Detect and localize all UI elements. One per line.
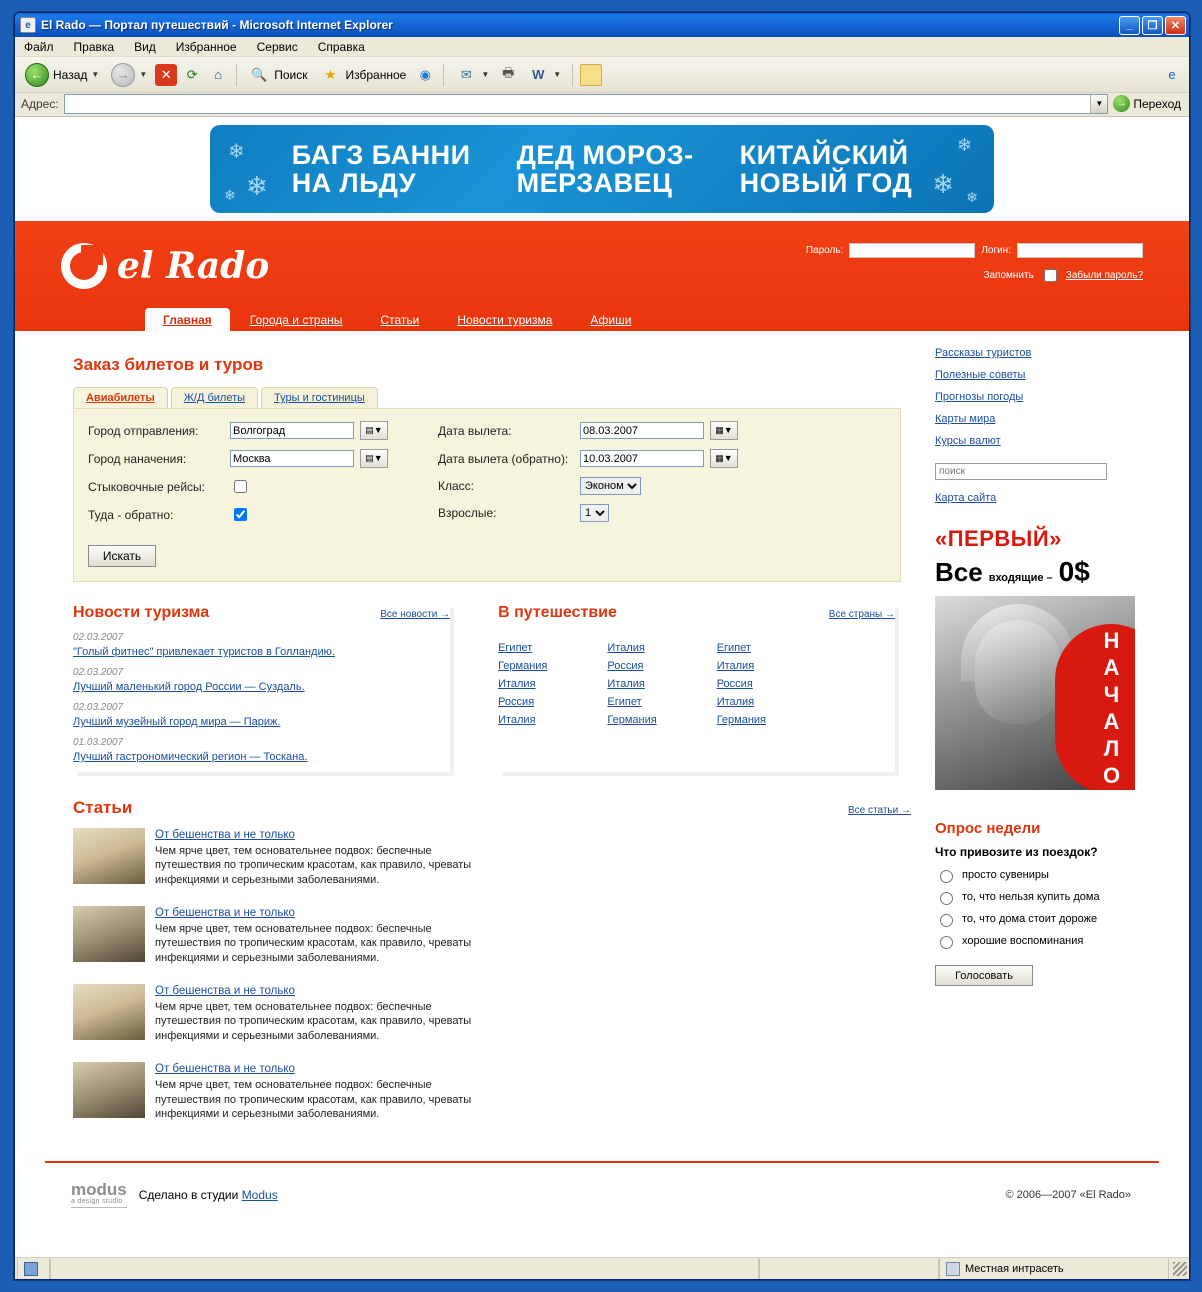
country-link[interactable]: Италия	[716, 696, 755, 708]
search-button[interactable]	[244, 61, 311, 89]
articles-grid	[73, 828, 895, 1122]
nav-tab-posters-label[interactable]: Афиши	[590, 313, 632, 327]
ad-banner[interactable]	[210, 125, 994, 213]
travel-header	[498, 604, 895, 632]
minimize-button[interactable]: _	[1119, 16, 1140, 35]
article-thumbnail[interactable]	[73, 906, 145, 962]
adults-row	[438, 504, 738, 522]
media-icon[interactable]: ◉	[419, 66, 431, 82]
depart-date-row	[438, 421, 738, 440]
banner-item-3-line2: НОВЫЙ ГОД	[739, 168, 913, 198]
banner-item-1	[292, 141, 471, 198]
promo-price: 0$	[1058, 556, 1090, 587]
country-link[interactable]: Египет	[716, 642, 751, 654]
forward-arrow-icon: →	[111, 63, 135, 87]
search-submit-button[interactable]: Искать	[88, 545, 156, 567]
poll-option[interactable]	[935, 933, 1155, 949]
article-title-link[interactable]: От бешенства и не только	[155, 829, 295, 841]
country-column-2	[607, 642, 656, 726]
article-excerpt: Чем ярче цвет, тем основательнее подвох: беспечные путешествия по тропическим красотам, как правило, чреваты инфекциями и серьезными заболеваниями.	[155, 1000, 472, 1043]
article-title-link[interactable]: От бешенства и не только	[155, 907, 295, 920]
order-form	[73, 408, 901, 582]
articles-all-link[interactable]: Все статьи →	[848, 805, 911, 816]
sidebar-link-tips[interactable]: Полезные советы	[935, 369, 1026, 381]
favorites-label: Избранное	[345, 67, 407, 82]
menu-item-tools[interactable]: Сервис	[256, 39, 298, 54]
go-button[interactable]	[1113, 95, 1185, 112]
promo-title: «ПЕРВЫЙ»	[935, 526, 1062, 551]
status-bar	[15, 1257, 1189, 1279]
country-link[interactable]: Италия	[716, 660, 755, 672]
main-column	[15, 347, 911, 1122]
menu-item-view[interactable]: Вид	[134, 39, 156, 54]
banner-item-1-line1: БАГЗ БАННИ	[291, 139, 471, 170]
to-city-row	[88, 449, 438, 468]
news-block	[73, 604, 450, 772]
to-city-label: Город наначения:	[88, 451, 187, 466]
poll-option[interactable]	[935, 889, 1155, 905]
articles-block	[73, 798, 911, 1122]
news-all-link[interactable]: Все новости →	[380, 609, 451, 620]
favorites-button[interactable]	[316, 61, 411, 89]
return-calendar-icon[interactable]: ▦▼	[710, 449, 738, 468]
travel-block	[498, 604, 895, 772]
mail-button[interactable]	[451, 61, 493, 89]
poll-radio-3[interactable]	[940, 914, 953, 927]
to-city-input[interactable]	[230, 450, 354, 467]
order-title: Заказ билетов и туров	[73, 355, 264, 374]
top-banner-area	[15, 117, 1189, 221]
banner-item-2	[517, 141, 694, 198]
article-body	[155, 984, 473, 1044]
order-form-left-col	[88, 421, 438, 567]
news-item-date: 01.03.2007	[73, 737, 124, 748]
chevron-down-icon[interactable]: ▼	[91, 70, 100, 79]
browser-toolbar	[15, 57, 1189, 93]
studio-prefix: Сделано в студии	[138, 1187, 239, 1202]
login-row-fields	[806, 243, 1143, 258]
banner-item-3	[740, 141, 913, 198]
window-buttons	[1119, 16, 1186, 35]
from-city-row	[88, 421, 438, 440]
news-travel-row	[73, 604, 895, 772]
footer-inner	[45, 1163, 1159, 1208]
poll-option[interactable]	[935, 867, 1155, 883]
depart-date-label: Дата вылета:	[438, 423, 512, 438]
address-label: Адрес:	[21, 96, 59, 111]
country-column-3	[717, 642, 766, 726]
status-icon-cell	[17, 1259, 50, 1279]
news-item-link[interactable]: "Голый фитнес" привлекает туристов в Голландию.	[73, 646, 335, 658]
order-tab-tours-label[interactable]: Туры и гостиницы	[274, 392, 365, 404]
cosmonaut-face	[975, 620, 1061, 724]
poll-radio-1[interactable]	[940, 870, 953, 883]
order-form-right-col	[438, 421, 738, 567]
return-date-label: Дата вылета (обратно):	[438, 451, 569, 466]
poll-question: Что привозите из поездок?	[935, 845, 1098, 859]
nav-tab-home-label[interactable]: Главная	[163, 313, 212, 327]
order-tab-tours[interactable]	[261, 387, 378, 408]
resize-grip[interactable]	[1173, 1262, 1187, 1276]
site-nav	[145, 308, 649, 331]
promo-block[interactable]	[935, 526, 1135, 790]
sitemap-link[interactable]: Карта сайта	[935, 492, 997, 504]
site-header	[15, 221, 1189, 331]
banner-item-3-line1: КИТАЙСКИЙ	[739, 139, 909, 170]
search-label: Поиск	[274, 67, 308, 82]
country-link[interactable]: Египет	[498, 642, 533, 654]
site-logo[interactable]	[61, 243, 269, 289]
chevron-down-icon-address[interactable]: ▼	[1090, 95, 1107, 113]
modus-logo-name: modus	[71, 1180, 127, 1199]
poll-option[interactable]	[935, 911, 1155, 927]
remember-checkbox[interactable]	[1044, 269, 1057, 282]
maximize-button[interactable]: ❐	[1142, 16, 1163, 35]
status-zone-cell	[939, 1259, 1169, 1279]
sidebar-search	[935, 463, 1155, 480]
stop-icon[interactable]: ✕	[155, 64, 177, 86]
snowflake-icon-5: ❄	[932, 169, 954, 199]
back-label: Назад	[53, 67, 88, 82]
chevron-down-icon-mail[interactable]: ▼	[481, 70, 490, 79]
banner-item-1-line2: НА ЛЬДУ	[291, 168, 417, 198]
nav-tab-articles-label[interactable]: Статьи	[380, 313, 420, 327]
class-row	[438, 477, 738, 495]
forgot-password-link[interactable]: Забыли пароль?	[1065, 270, 1143, 281]
promo-line1: Все	[935, 557, 983, 587]
promo-line2: входящие –	[988, 572, 1053, 584]
promo-subtitle	[935, 556, 1135, 588]
vote-button[interactable]: Голосовать	[935, 965, 1033, 986]
poll-option-label: то, что нельзя купить дома	[962, 891, 1100, 903]
news-title: Новости туризма	[73, 604, 210, 621]
article-body	[155, 828, 473, 888]
country-link[interactable]: Германия	[607, 714, 657, 726]
return-date-row	[438, 449, 738, 468]
ie-logo-icon: e	[1168, 67, 1176, 82]
page-content	[15, 117, 1189, 1257]
article-item	[73, 1062, 473, 1122]
promo-badge	[1055, 624, 1135, 790]
from-city-label: Город отправления:	[88, 423, 199, 438]
country-link[interactable]: Италия	[498, 678, 536, 690]
promo-badge-text: НАЧАЛО	[1099, 628, 1124, 790]
order-tab-air[interactable]	[73, 387, 168, 408]
menu-item-file[interactable]: Файл	[24, 39, 54, 54]
menu-item-favorites[interactable]: Избранное	[175, 39, 237, 54]
article-excerpt: Чем ярче цвет, тем основательнее подвох: беспечные путешествия по тропическим красотам, как правило, чреваты инфекциями и серьезными заболеваниями.	[155, 1078, 472, 1121]
print-icon[interactable]: 🖶	[502, 64, 515, 80]
banner-item-2-line1: ДЕД МОРОЗ-	[516, 139, 694, 170]
return-date-input[interactable]	[580, 450, 704, 467]
status-zone-label: Местная интрасеть	[965, 1262, 1064, 1275]
country-link[interactable]: Россия	[607, 660, 644, 672]
studio-credit	[71, 1181, 278, 1208]
sidebar-link-weather[interactable]: Прогнозы погоды	[935, 391, 1024, 403]
forward-button[interactable]	[107, 61, 151, 89]
news-item	[73, 702, 450, 728]
article-excerpt: Чем ярче цвет, тем основательнее подвох: беспечные путешествия по тропическим красотам, как правило, чреваты инфекциями и серьезными заболеваниями.	[155, 922, 472, 965]
mail-icon: ✉	[460, 66, 472, 82]
refresh-icon[interactable]: ⟳	[186, 66, 198, 82]
login-label: Логин:	[981, 245, 1011, 256]
class-select[interactable]	[580, 477, 641, 495]
nav-tab-posters[interactable]	[572, 308, 649, 331]
snowflake-icon-1: ❄	[228, 141, 245, 163]
star-icon: ★	[324, 66, 337, 82]
banner-item-2-line2: МЕРЗАВЕЦ	[516, 168, 673, 198]
article-item	[73, 906, 473, 966]
article-item	[73, 984, 473, 1044]
nav-tab-news-label[interactable]: Новости туризма	[457, 313, 553, 327]
status-text-cell	[50, 1259, 759, 1279]
travel-all-link[interactable]: Все страны →	[828, 609, 895, 620]
roundtrip-label: Туда - обратно:	[88, 507, 174, 522]
news-item-link[interactable]: Лучший гастрономический регион — Тоскана.	[73, 751, 308, 763]
country-link[interactable]: Италия	[498, 714, 536, 726]
from-city-input[interactable]	[230, 422, 354, 439]
article-title-link[interactable]: От бешенства и не только	[155, 985, 295, 998]
article-body	[155, 1062, 473, 1122]
sidebar-links	[935, 347, 1155, 447]
nav-tab-home[interactable]	[145, 308, 230, 331]
toolbar-separator-2	[443, 64, 444, 86]
article-item	[73, 828, 473, 888]
studio-link[interactable]: Modus	[241, 1187, 278, 1202]
modus-logo	[71, 1181, 127, 1208]
news-item	[73, 737, 450, 763]
browser-window	[14, 12, 1190, 1280]
country-link[interactable]: Италия	[607, 678, 645, 690]
snowflake-icon-4: ❄	[956, 135, 972, 155]
sidebar-link-currency[interactable]: Курсы валют	[935, 435, 1001, 447]
article-body	[155, 906, 473, 966]
poll-option-label: хорошие воспоминания	[962, 935, 1084, 947]
search-input[interactable]	[935, 463, 1107, 480]
copyright: © 2006—2007 «El Rado»	[1005, 1188, 1131, 1201]
sidebar-link-stories[interactable]: Рассказы туристов	[935, 347, 1032, 359]
roundtrip-checkbox[interactable]	[234, 508, 247, 521]
news-item	[73, 632, 450, 658]
go-label: Переход	[1133, 96, 1181, 111]
nav-tab-news[interactable]	[439, 308, 570, 331]
news-item-date: 02.03.2007	[73, 632, 124, 643]
poll-radio-4[interactable]	[940, 936, 953, 949]
news-item-link[interactable]: Лучший музейный город мира — Париж.	[73, 716, 281, 728]
article-excerpt: Чем ярче цвет, тем основательнее подвох: беспечные путешествия по тропическим красотам, как правило, чреваты инфекциями и серьезными заболеваниями.	[155, 844, 472, 887]
login-box	[806, 243, 1143, 285]
poll-title: Опрос недели	[935, 820, 1041, 837]
address-input[interactable]	[64, 94, 1109, 114]
country-link[interactable]: Германия	[716, 714, 767, 726]
content-area	[15, 331, 1189, 1122]
article-thumbnail[interactable]	[73, 1062, 145, 1118]
notes-icon[interactable]	[580, 64, 602, 86]
snowflake-icon-6: ❄	[966, 189, 978, 205]
menu-item-help[interactable]: Справка	[317, 39, 365, 54]
close-button[interactable]: ✕	[1165, 16, 1186, 35]
address-bar	[15, 93, 1189, 117]
search-icon: 🔍	[251, 66, 268, 82]
nav-tab-cities-label[interactable]: Города и страны	[249, 313, 343, 327]
news-item-date: 02.03.2007	[73, 667, 124, 678]
poll-option-label: просто сувениры	[962, 869, 1049, 881]
articles-title: Статьи	[73, 798, 133, 817]
word-edit-icon: W	[532, 67, 545, 82]
order-tab-air-label[interactable]: Авиабилеты	[86, 392, 155, 404]
menu-item-edit[interactable]: Правка	[73, 39, 115, 54]
travel-title: В путешествие	[498, 604, 617, 621]
nav-tab-cities[interactable]	[232, 308, 361, 331]
news-item	[73, 667, 450, 693]
login-field[interactable]	[1017, 243, 1143, 258]
news-header	[73, 604, 450, 632]
sitemap-row	[935, 492, 1155, 504]
app-icon: e	[20, 17, 36, 33]
adults-select[interactable]	[580, 504, 609, 522]
country-link[interactable]: Германия	[498, 660, 548, 672]
home-icon[interactable]: ⌂	[214, 67, 223, 82]
status-spacer-cell	[759, 1259, 939, 1279]
site-footer	[45, 1161, 1159, 1257]
country-columns	[498, 642, 895, 726]
promo-image	[935, 596, 1135, 790]
chevron-down-icon-forward[interactable]: ▼	[139, 70, 148, 79]
remember-label: Запомнить	[983, 270, 1034, 281]
adults-label: Взрослые:	[438, 506, 497, 520]
window-title: El Rado — Портал путешествий - Microsoft Internet Explorer	[41, 18, 393, 32]
connecting-row	[88, 477, 438, 496]
articles-header	[73, 798, 911, 818]
country-column-1	[498, 642, 547, 726]
article-title-link[interactable]: От бешенства и не только	[155, 1063, 295, 1076]
order-tab-rail[interactable]	[171, 387, 258, 408]
page-icon	[24, 1262, 38, 1276]
country-link[interactable]: Россия	[498, 696, 535, 708]
depart-date-input[interactable]	[580, 422, 704, 439]
country-link[interactable]: Россия	[716, 678, 753, 690]
nav-tab-articles[interactable]	[362, 308, 437, 331]
sidebar-link-maps[interactable]: Карты мира	[935, 413, 996, 425]
password-field[interactable]	[849, 243, 975, 258]
back-arrow-icon: ←	[25, 63, 49, 87]
title-bar	[15, 13, 1189, 37]
go-arrow-icon: →	[1113, 95, 1130, 112]
password-label: Пароль:	[805, 245, 844, 256]
from-city-picker-button[interactable]: ▤▼	[360, 421, 388, 440]
depart-calendar-icon[interactable]: ▦▼	[710, 421, 738, 440]
snowflake-icon-3: ❄	[224, 187, 236, 203]
edit-button[interactable]	[523, 61, 565, 89]
chevron-down-icon-edit[interactable]: ▼	[553, 70, 562, 79]
to-city-picker-button[interactable]: ▤▼	[360, 449, 388, 468]
snowflake-icon-2: ❄	[246, 171, 268, 201]
poll-block	[935, 820, 1155, 986]
article-thumbnail[interactable]	[73, 828, 145, 884]
poll-radio-2[interactable]	[940, 892, 953, 905]
zone-icon	[946, 1262, 960, 1276]
connecting-checkbox[interactable]	[234, 480, 247, 493]
modus-logo-sub: a design studio	[71, 1198, 123, 1205]
connecting-label: Стыковочные рейсы:	[88, 479, 206, 494]
class-label: Класс:	[438, 479, 474, 493]
article-thumbnail[interactable]	[73, 984, 145, 1040]
toolbar-separator-1	[236, 64, 237, 86]
news-item-link[interactable]: Лучший маленький город России — Суздаль.	[73, 681, 305, 693]
poll-option-label: то, что дома стоит дороже	[962, 913, 1098, 925]
back-button[interactable]	[21, 61, 103, 89]
toolbar-separator-3	[572, 64, 573, 86]
menu-bar	[15, 37, 1189, 57]
login-row-options	[806, 266, 1143, 285]
studio-line	[139, 1188, 278, 1202]
logo-mark-icon	[61, 243, 107, 289]
sidebar	[895, 347, 1155, 1122]
country-link[interactable]: Италия	[607, 642, 645, 654]
order-tab-rail-label[interactable]: Ж/Д билеты	[183, 392, 246, 404]
order-tabs	[73, 387, 895, 408]
country-link[interactable]: Египет	[607, 696, 642, 708]
news-item-date: 02.03.2007	[73, 702, 124, 713]
roundtrip-row	[88, 505, 438, 524]
logo-text: el Rado	[117, 245, 270, 287]
